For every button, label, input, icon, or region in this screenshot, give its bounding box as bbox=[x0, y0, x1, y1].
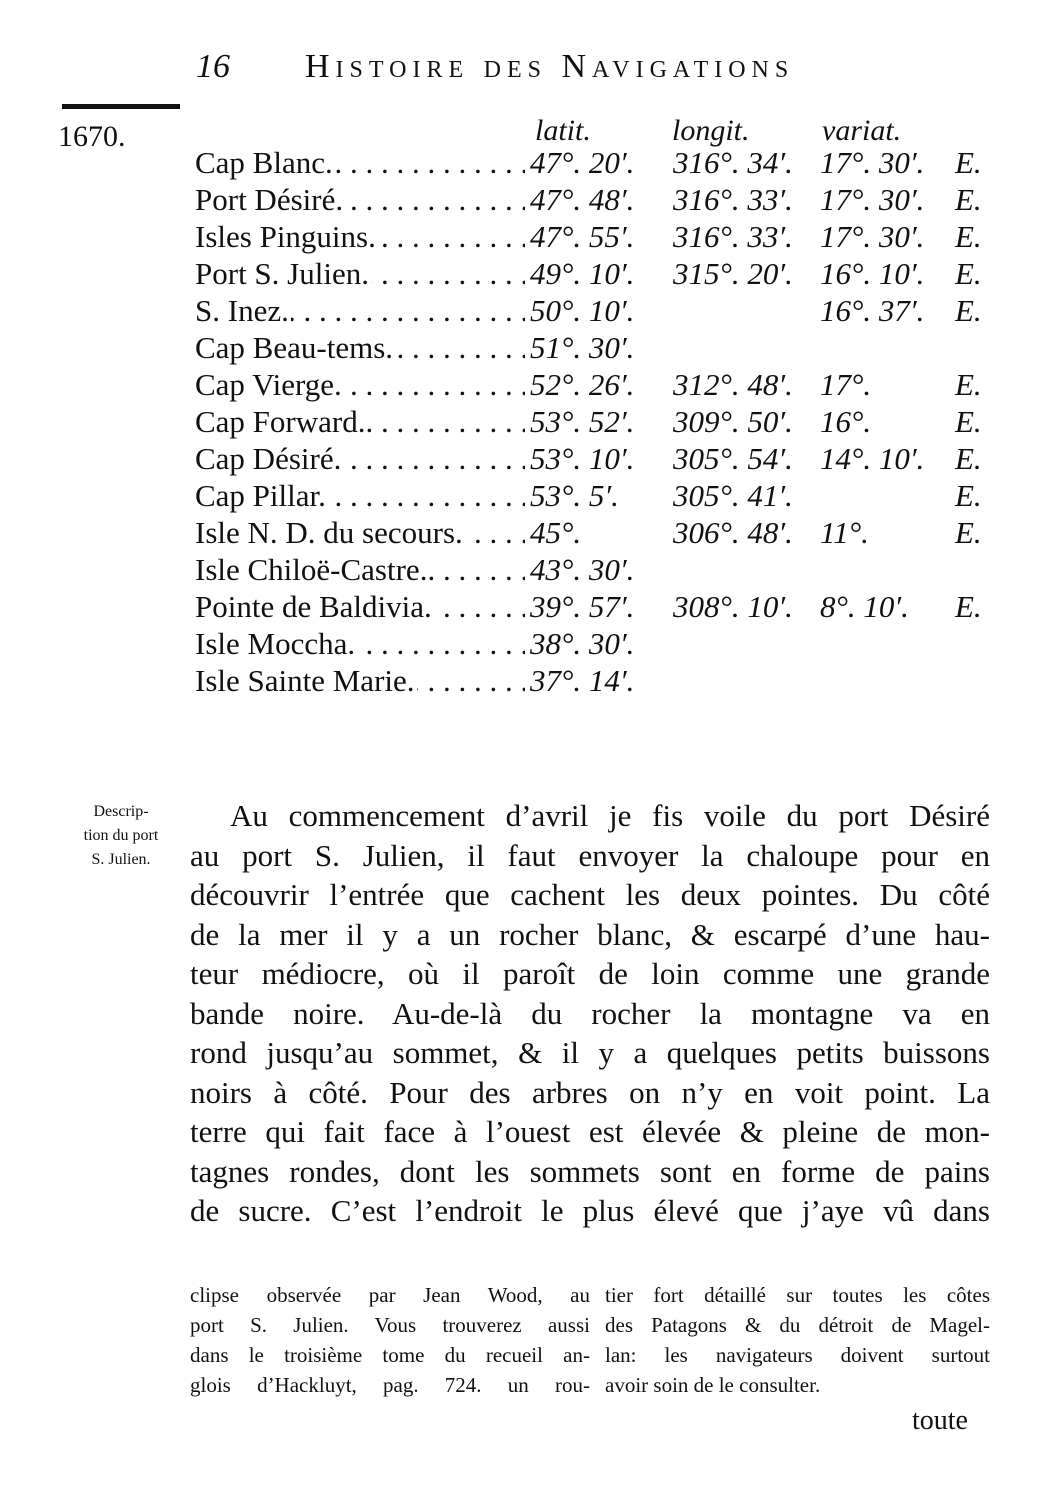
table-row bbox=[195, 552, 1005, 589]
place-name-text: Cap Désiré. bbox=[195, 441, 342, 476]
variation-value: 14°. 10′. bbox=[820, 441, 925, 476]
body-line: de la mer il y a un rocher blanc, & escarpé d’une hau- bbox=[190, 916, 990, 952]
table-row bbox=[195, 478, 1005, 515]
longitude-value: 308°. 10′. bbox=[673, 589, 793, 624]
variation-direction: E. bbox=[955, 515, 982, 550]
latitude-value: 53°. 10′. bbox=[530, 441, 635, 476]
variation-value: 17°. 30′. bbox=[820, 145, 925, 180]
place-name-text: Isle Sainte Marie. bbox=[195, 663, 415, 698]
longitude-value: 305°. 41′. bbox=[673, 478, 793, 513]
footnote-line: port S. Julien. Vous trouverez aussi bbox=[190, 1313, 590, 1337]
footnote-line: dans le troisième tome du recueil an- bbox=[190, 1343, 590, 1367]
body-line: bande noire. Au-de-là du rocher la montagne va en bbox=[190, 995, 990, 1031]
place-name bbox=[195, 626, 525, 662]
table-row bbox=[195, 219, 1005, 256]
latitude-value: 50°. 10′. bbox=[530, 293, 635, 328]
place-name bbox=[195, 145, 525, 181]
place-name bbox=[195, 552, 525, 588]
body-line: terre qui fait face à l’ouest est élevée & pleine de mon- bbox=[190, 1114, 990, 1149]
body-paragraph bbox=[190, 796, 990, 1231]
place-name bbox=[195, 182, 525, 218]
place-name bbox=[195, 404, 525, 440]
longitude-value: 315°. 20′. bbox=[673, 256, 793, 291]
latitude-value: 53°. 5′. bbox=[530, 478, 619, 513]
longitude-value: 316°. 33′. bbox=[673, 182, 793, 217]
variation-direction: E. bbox=[955, 256, 982, 291]
footnote-line: lan: les navigateurs doivent surtout bbox=[605, 1343, 990, 1367]
table-row bbox=[195, 367, 1005, 404]
latitude-value: 43°. 30′. bbox=[530, 552, 635, 587]
place-name-text: Isles Pinguins. bbox=[195, 219, 376, 254]
table-row bbox=[195, 589, 1005, 626]
place-name bbox=[195, 663, 525, 699]
table-row bbox=[195, 145, 1005, 182]
place-name-text: Isle Chiloë-Castre. bbox=[195, 552, 428, 587]
table-row bbox=[195, 441, 1005, 478]
table-row bbox=[195, 404, 1005, 441]
latitude-value: 47°. 20′. bbox=[530, 145, 635, 180]
place-name-text: Cap Beau-tems. bbox=[195, 330, 394, 365]
longitude-value: 316°. 34′. bbox=[673, 145, 793, 180]
latitude-value: 52°. 26′. bbox=[530, 367, 635, 402]
body-line: Au commencement d’avril je fis voile du port Désiré bbox=[230, 798, 990, 833]
variation-direction: E. bbox=[955, 145, 982, 180]
variation-direction: E. bbox=[955, 404, 982, 439]
variation-value: 16°. bbox=[820, 404, 872, 439]
place-name-text: Pointe de Baldivia. bbox=[195, 589, 432, 624]
latitude-value: 37°. 14′. bbox=[530, 663, 635, 698]
body-line: noirs à côté. Pour des arbres on n’y en voit point. La bbox=[190, 1074, 990, 1110]
table-row bbox=[195, 256, 1005, 293]
body-line: tagnes rondes, dont les sommets sont en forme de pains bbox=[190, 1153, 990, 1189]
table-row bbox=[195, 626, 1005, 663]
place-name bbox=[195, 256, 525, 292]
margin-note-line: tion du port bbox=[83, 827, 159, 844]
col-head-latitude: latit. bbox=[535, 114, 591, 147]
place-name bbox=[195, 219, 525, 255]
latitude-value: 53°. 52′. bbox=[530, 404, 635, 439]
table-row bbox=[195, 293, 1005, 330]
body-line: rond jusqu’au sommet, & il y a quelques petits buissons bbox=[190, 1035, 990, 1070]
longitude-value: 306°. 48′. bbox=[673, 515, 793, 550]
variation-value: 8°. 10′. bbox=[820, 589, 909, 624]
longitude-value: 316°. 33′. bbox=[673, 219, 793, 254]
latitude-value: 38°. 30′. bbox=[530, 626, 635, 661]
longitude-value: 305°. 54′. bbox=[673, 441, 793, 476]
footnote-line: avoir soin de le consulter. bbox=[605, 1373, 821, 1397]
variation-value: 17°. 30′. bbox=[820, 182, 925, 217]
footnote-line: des Patagons & du détroit de Magel- bbox=[605, 1313, 990, 1337]
variation-direction: E. bbox=[955, 293, 982, 328]
variation-direction: E. bbox=[955, 219, 982, 254]
place-name-text: Isle N. D. du secours. bbox=[195, 515, 463, 550]
variation-value: 17°. 30′. bbox=[820, 219, 925, 254]
latitude-value: 49°. 10′. bbox=[530, 256, 635, 291]
footnote-line: glois d’Hackluyt, pag. 724. un rou- bbox=[190, 1373, 590, 1397]
body-line: découvrir l’entrée que cachent les deux pointes. Du côté bbox=[190, 877, 990, 912]
footnote-right-column bbox=[605, 1280, 990, 1400]
place-name-text: Port Désiré. bbox=[195, 182, 344, 217]
place-name-text: Cap Blanc. bbox=[195, 145, 333, 180]
place-name-text: Cap Pillar. bbox=[195, 478, 326, 513]
place-name-text: Isle Moccha. bbox=[195, 626, 356, 661]
place-name bbox=[195, 478, 525, 514]
place-name-text: Cap Forward. bbox=[195, 404, 366, 439]
body-line: au port S. Julien, il faut envoyer la chaloupe pour en bbox=[190, 837, 990, 873]
col-head-variation: variat. bbox=[822, 114, 902, 147]
table-row bbox=[195, 515, 1005, 552]
place-name bbox=[195, 330, 525, 366]
footnote-line: tier fort détaillé sur toutes les côtes bbox=[605, 1283, 990, 1307]
place-name bbox=[195, 367, 525, 403]
latitude-value: 47°. 55′. bbox=[530, 219, 635, 254]
latitude-value: 51°. 30′. bbox=[530, 330, 635, 365]
table-row bbox=[195, 663, 1005, 700]
variation-value: 16°. 37′. bbox=[820, 293, 925, 328]
margin-note bbox=[60, 800, 182, 872]
margin-rule bbox=[62, 104, 180, 109]
place-name bbox=[195, 441, 525, 477]
margin-note-line: Descrip- bbox=[93, 803, 149, 820]
longitude-value: 312°. 48′. bbox=[673, 367, 793, 402]
footnote-line: clipse observée par Jean Wood, au bbox=[190, 1283, 590, 1307]
variation-value: 16°. 10′. bbox=[820, 256, 925, 291]
table-row bbox=[195, 330, 1005, 367]
variation-direction: E. bbox=[955, 182, 982, 217]
place-name bbox=[195, 589, 525, 625]
variation-direction: E. bbox=[955, 367, 982, 402]
place-name bbox=[195, 293, 525, 329]
col-head-longitude: longit. bbox=[672, 114, 750, 147]
latitude-value: 39°. 57′. bbox=[530, 589, 635, 624]
variation-direction: E. bbox=[955, 478, 982, 513]
body-line: de sucre. C’est l’endroit le plus élevé que j’aye vû dans bbox=[190, 1193, 990, 1228]
body-line: teur médiocre, où il paroît de loin comme une grande bbox=[190, 956, 990, 991]
margin-year: 1670. bbox=[58, 120, 126, 153]
footnote-left-column bbox=[190, 1280, 590, 1400]
latitude-value: 45°. bbox=[530, 515, 582, 550]
table-row bbox=[195, 182, 1005, 219]
place-name-text: S. Inez. bbox=[195, 293, 289, 328]
variation-direction: E. bbox=[955, 589, 982, 624]
longitude-value: 309°. 50′. bbox=[673, 404, 793, 439]
place-name bbox=[195, 515, 525, 551]
place-name-text: Port S. Julien. bbox=[195, 256, 369, 291]
variation-value: 11°. bbox=[820, 515, 869, 550]
variation-value: 17°. bbox=[820, 367, 872, 402]
place-name-text: Cap Vierge. bbox=[195, 367, 342, 402]
running-title: Histoire des Navigations bbox=[305, 48, 795, 85]
page-number: 16 bbox=[196, 48, 230, 85]
variation-direction: E. bbox=[955, 441, 982, 476]
catchword: toute bbox=[912, 1405, 968, 1436]
coordinates-table bbox=[195, 145, 1005, 700]
latitude-value: 47°. 48′. bbox=[530, 182, 635, 217]
margin-note-line: S. Julien. bbox=[91, 851, 151, 868]
